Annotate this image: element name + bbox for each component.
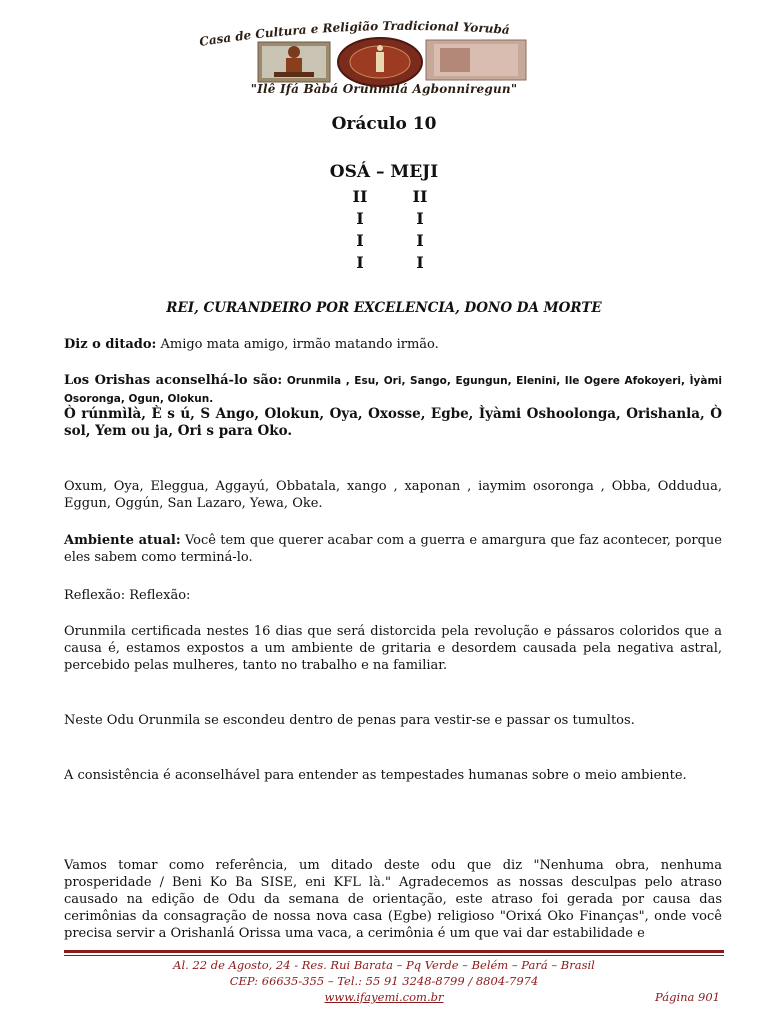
ditado-label: Diz o ditado:	[64, 337, 157, 352]
sculpture-photo	[258, 42, 330, 82]
reflexao-heading: Reflexão: Reflexão:	[64, 588, 191, 603]
orishas-small-list: Orunmila , Esu, Ori, Sango, Egungun, Elenini, Ile Ogere Afokoyeri, Ìyàmi Osoronga, Ogun, Olokun.	[64, 375, 722, 405]
odu-mark: I	[356, 209, 364, 228]
odu-mark: I	[356, 231, 364, 250]
odu-mark: I	[356, 253, 364, 272]
odu-mark: I	[416, 231, 424, 250]
institution-arc-text: Casa de Cultura e Religião Tradicional Yorubá	[198, 18, 511, 49]
ditado-text: Amigo mata amigo, irmão matando irmão.	[156, 337, 439, 352]
odu-name: OSÁ – MEJI	[329, 162, 439, 182]
orishas-paragraph	[64, 372, 722, 408]
page-title: Oráculo 10	[331, 114, 437, 134]
odu-subtitle: REI, CURANDEIRO POR EXCELENCIA, DONO DA MORTE	[166, 300, 602, 316]
footer-divider-thin	[64, 955, 724, 956]
footer-contact: CEP: 66635-355 – Tel.: 55 91 3248-8799 / 8804-7974	[229, 974, 539, 988]
paragraph-consistencia: A consistência é aconselhável para entender as tempestades humanas sobre o meio ambiente.	[64, 768, 687, 783]
odu-marks	[340, 186, 440, 274]
paragraph-orunmila: Orunmila certificada nestes 16 dias que será distorcida pela revolução e pássaros coloridos que a causa é, estamos expostos a um ambiente de gritaria e desordem causada pela negativa astral, percebido pelas mulheres, tanto no trabalho e na familiar.	[64, 624, 722, 673]
page-number: Página 901	[655, 990, 720, 1004]
odu-mark-row	[340, 252, 440, 274]
footer-website-link[interactable]: www.ifayemi.com.br	[324, 990, 444, 1004]
footer-address: Al. 22 de Agosto, 24 - Res. Rui Barata – Pq Verde – Belém – Pará – Brasil	[173, 958, 595, 972]
odu-mark-row	[340, 186, 440, 208]
odu-mark: I	[416, 253, 424, 272]
medallion-emblem	[338, 38, 422, 86]
odu-mark-row	[340, 208, 440, 230]
odu-mark: II	[412, 187, 428, 206]
ambiente-label: Ambiente atual:	[64, 533, 181, 548]
odu-mark-row	[340, 230, 440, 252]
orishas-bold-list: Ò rúnmìlà, È s ú, S Ango, Olokun, Oya, Oxosse, Egbe, Ìyàmi Oshoolonga, Orishanla, Ò sol, Yem ou ja, Ori s para Oko.	[64, 406, 722, 439]
odu-mark: I	[416, 209, 424, 228]
paragraph-referencia: Vamos tomar como referência, um ditado deste odu que diz "Nenhuma obra, nenhuma prosperidade / Beni Ko Ba SISE, eni KFL là." Agradecemos as nossas desculpas pelo atraso causado na edição de Odu da semana de orientação, este atraso foi gerada por causa das cerimônias da consagração de nossa nova casa (Egbe) religioso "Orixá Oko Finanças", onde você precisa servir a Orishanlá Orissa uma vaca, a cerimônia é um que vai dar estabilidade e	[64, 858, 722, 941]
odu-mark: II	[352, 187, 368, 206]
institution-motto: "Ilê Ifá Bàbá Orùnmilá Agbonniregun"	[250, 82, 518, 96]
footer-divider	[64, 950, 724, 953]
ambiente-paragraph	[64, 532, 722, 566]
paragraph-penas: Neste Odu Orunmila se escondeu dentro de penas para vestir-se e passar os tumultos.	[64, 713, 635, 728]
orishas-alt-list: Oxum, Oya, Eleggua, Aggayú, Obbatala, xango , xaponan , iaymim osoronga , Obba, Oddudua, Eggun, Oggún, San Lazaro, Yewa, Oke.	[64, 479, 722, 511]
orishas-label: Los Orishas aconselhá-lo são:	[64, 373, 283, 388]
wall-photo	[426, 40, 526, 80]
ambiente-text: Você tem que querer acabar com a guerra e amargura que faz acontecer, porque eles sabem como terminá-lo.	[64, 533, 723, 565]
ditado-paragraph	[64, 336, 722, 353]
